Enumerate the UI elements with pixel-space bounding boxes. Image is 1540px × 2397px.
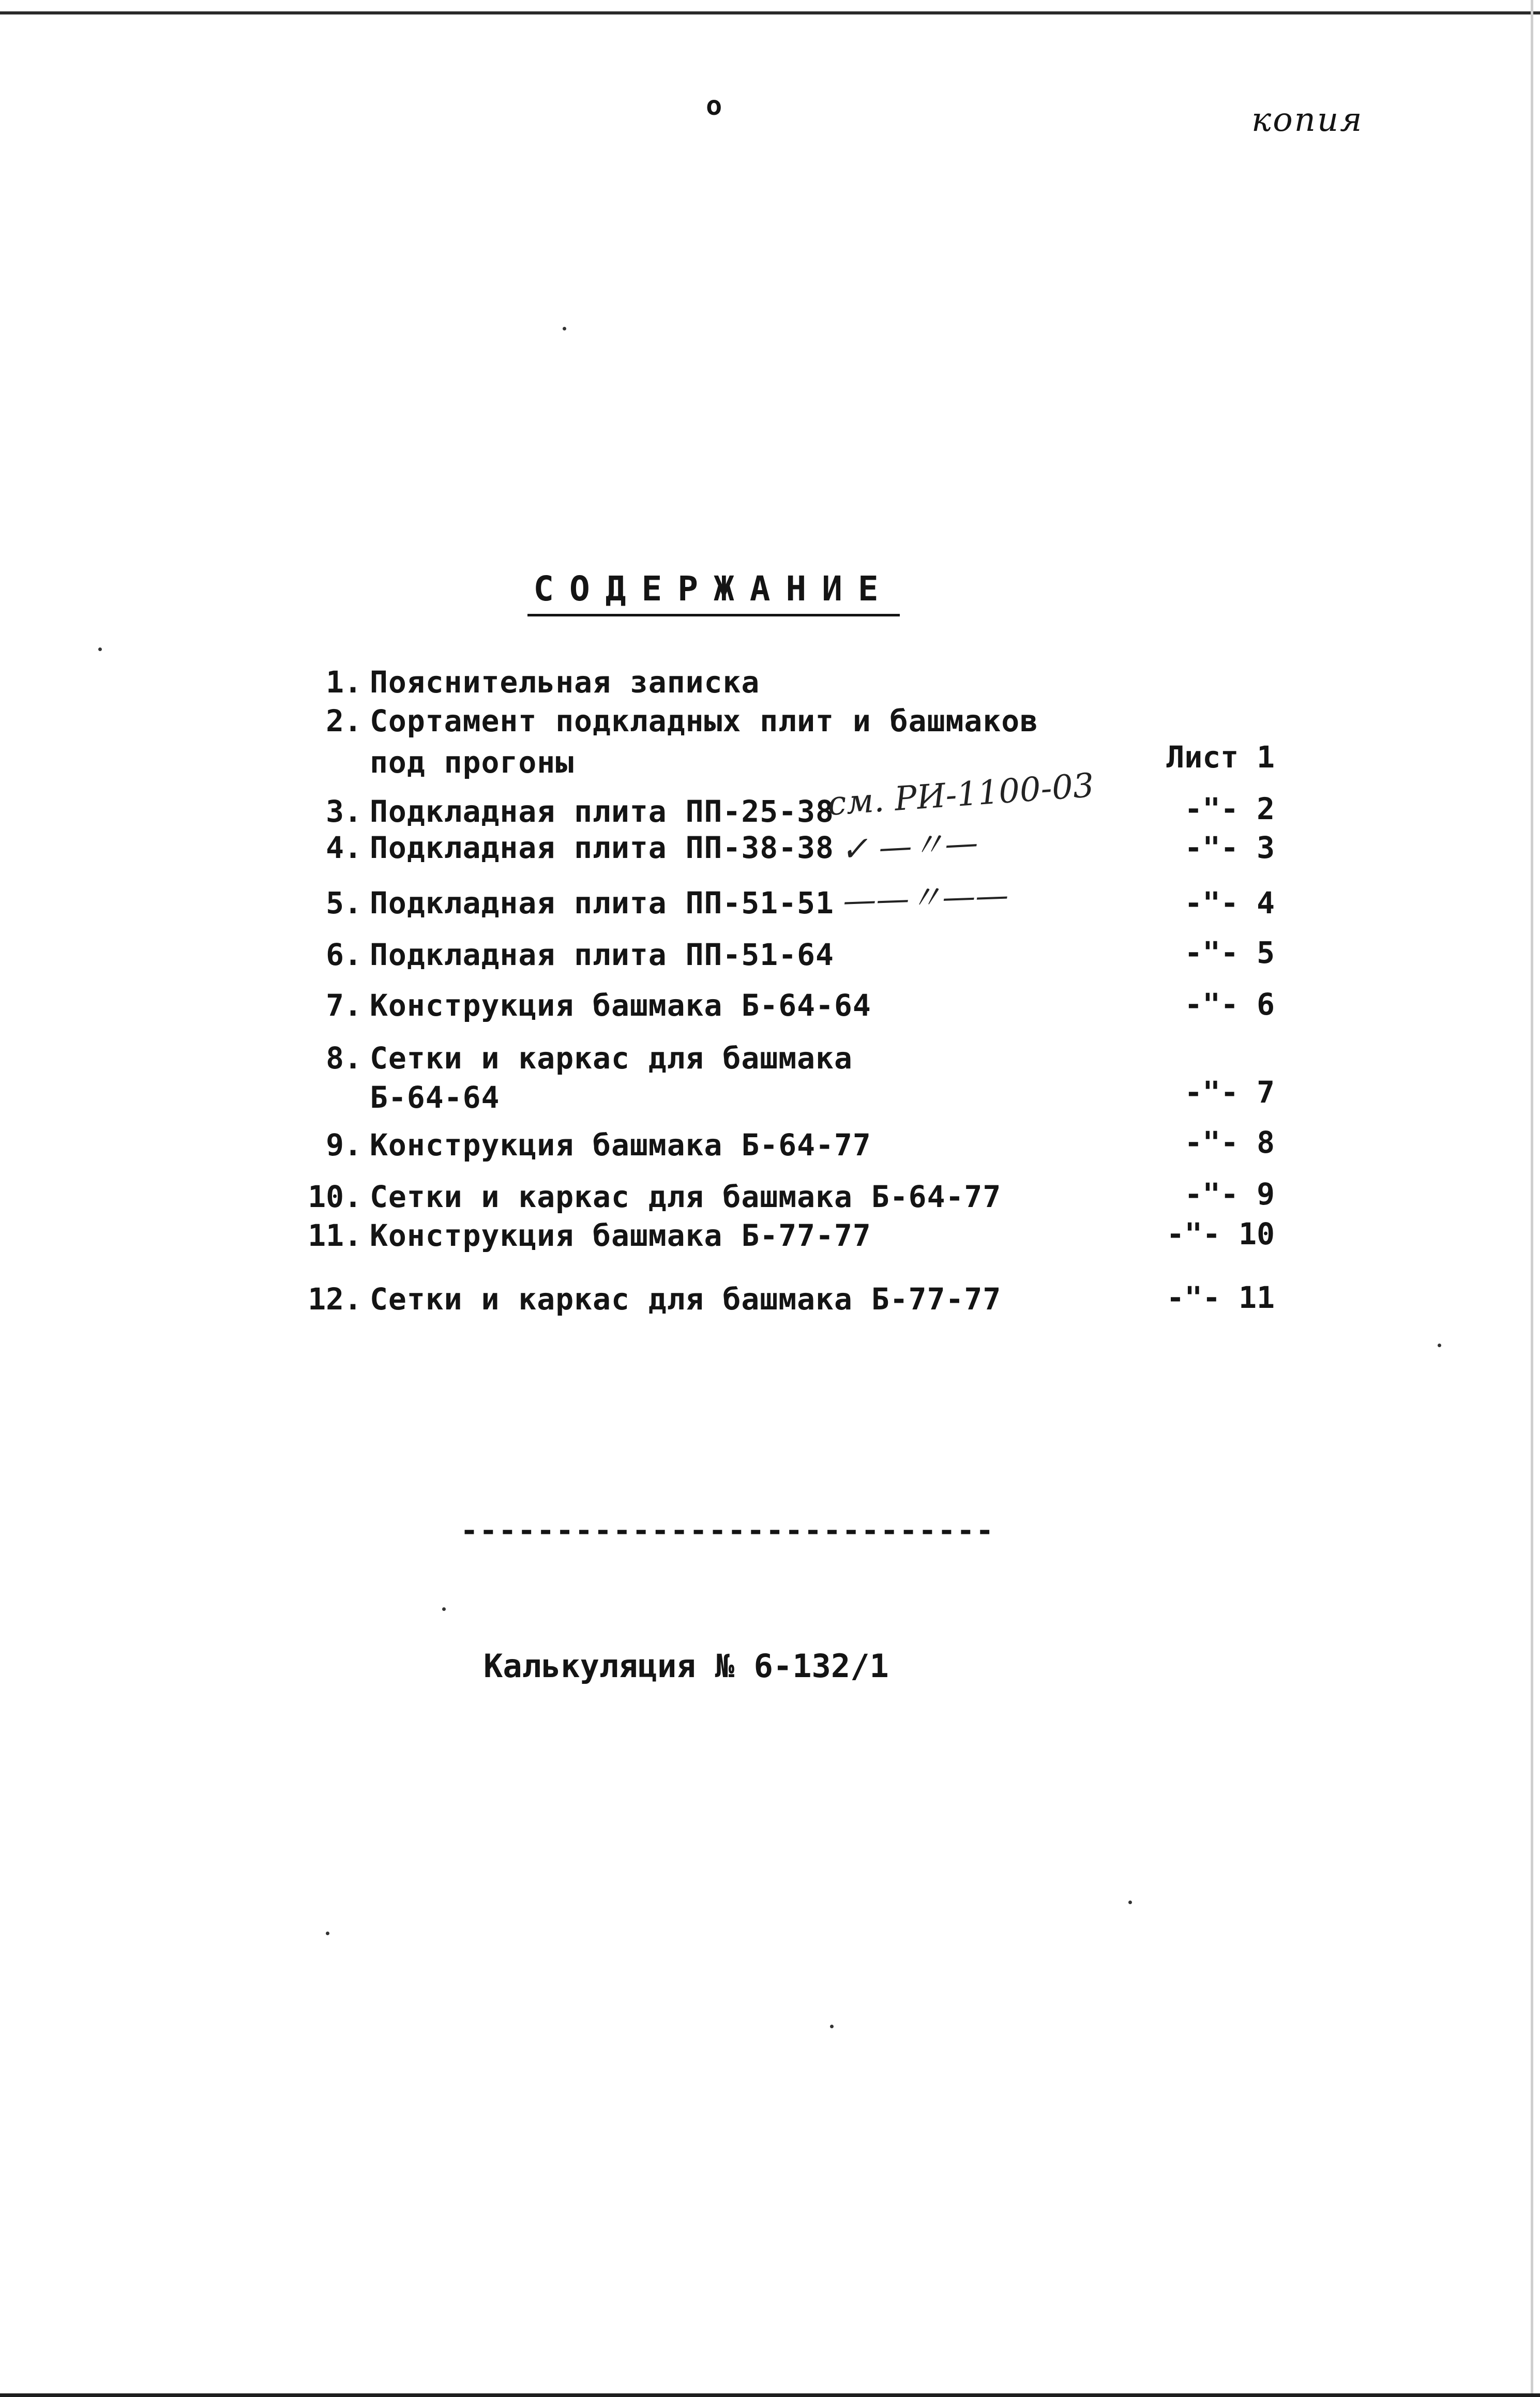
toc-item-sheet: -"- 9 — [1184, 1177, 1275, 1212]
toc-title: СОДЕРЖАНИЕ — [527, 569, 900, 616]
toc-item-title: Сетки и каркас для башмака Б-77-77 — [370, 1282, 1002, 1317]
toc-item-title: Конструкция башмака Б-64-64 — [370, 988, 871, 1023]
page-right-edge — [1531, 0, 1533, 2397]
toc-item-sheet: -"- 2 — [1184, 791, 1275, 826]
toc-item-title: Подкладная плита ПП-51-64 — [370, 937, 834, 972]
toc-item-title: Пояснительная записка — [370, 665, 760, 700]
toc-item-title: Подкладная плита ПП-38-38 — [370, 830, 834, 865]
toc-item-sheet: -"- 6 — [1184, 987, 1275, 1022]
copy-note: копия — [1251, 101, 1364, 139]
toc-item-title-continued: Б-64-64 — [370, 1080, 500, 1115]
toc-item-title: Сетки и каркас для башмака Б-64-77 — [370, 1179, 1002, 1214]
page-mark: o — [706, 91, 722, 122]
scan-speck — [1128, 1901, 1132, 1904]
handwritten-ditto-mark: ——〃—— — [842, 876, 1009, 921]
toc-item-number: 10. — [308, 1179, 362, 1214]
toc-item-title: Конструкция башмака Б-77-77 — [370, 1218, 871, 1253]
scan-speck — [98, 647, 102, 651]
toc-item-number: 3. — [326, 794, 362, 829]
toc-item-sheet: -"- 10 — [1166, 1216, 1275, 1252]
handwritten-reference: см. РИ-1100-03 — [826, 766, 1095, 823]
page-top-edge — [0, 11, 1540, 14]
toc-item-title: Сетки и каркас для башмака — [370, 1041, 853, 1076]
toc-item-number: 5. — [326, 885, 362, 921]
toc-item-sheet: -"- 4 — [1184, 885, 1275, 921]
toc-item-number: 2. — [326, 703, 362, 738]
toc-item-title: Конструкция башмака Б-64-77 — [370, 1127, 871, 1163]
separator-dashes: ---------------------------- — [460, 1513, 995, 1548]
scan-speck — [830, 2025, 834, 2028]
toc-item-number: 8. — [326, 1041, 362, 1076]
scan-speck — [326, 1932, 329, 1935]
toc-item-sheet: -"- 11 — [1166, 1280, 1275, 1315]
toc-item-sheet: -"- 5 — [1184, 935, 1275, 970]
page-bottom-edge — [0, 2393, 1540, 2397]
toc-item-sheet: -"- 7 — [1184, 1075, 1275, 1110]
scan-speck — [1438, 1344, 1441, 1347]
toc-item-number: 9. — [326, 1127, 362, 1163]
toc-item-number: 12. — [308, 1282, 362, 1317]
toc-item-title-continued: под прогоны — [370, 745, 575, 780]
toc-item-title: Сортамент подкладных плит и башмаков — [370, 703, 1039, 738]
toc-item-title: Подкладная плита ПП-25-38 — [370, 794, 834, 829]
toc-item-number: 11. — [308, 1218, 362, 1253]
toc-item-sheet: Лист 1 — [1166, 740, 1275, 775]
toc-item-number: 6. — [326, 937, 362, 972]
scan-speck — [563, 327, 566, 330]
toc-item-number: 4. — [326, 830, 362, 865]
toc-item-sheet: -"- 8 — [1184, 1125, 1275, 1160]
toc-item-sheet: -"- 3 — [1184, 830, 1275, 865]
toc-item-number: 7. — [326, 988, 362, 1023]
calculation-number: Калькуляция № 6-132/1 — [484, 1647, 889, 1685]
handwritten-ditto-mark: ✓ —〃— — [839, 824, 979, 869]
toc-item-number: 1. — [326, 665, 362, 700]
scan-speck — [442, 1607, 446, 1611]
toc-item-title: Подкладная плита ПП-51-51 — [370, 885, 834, 921]
